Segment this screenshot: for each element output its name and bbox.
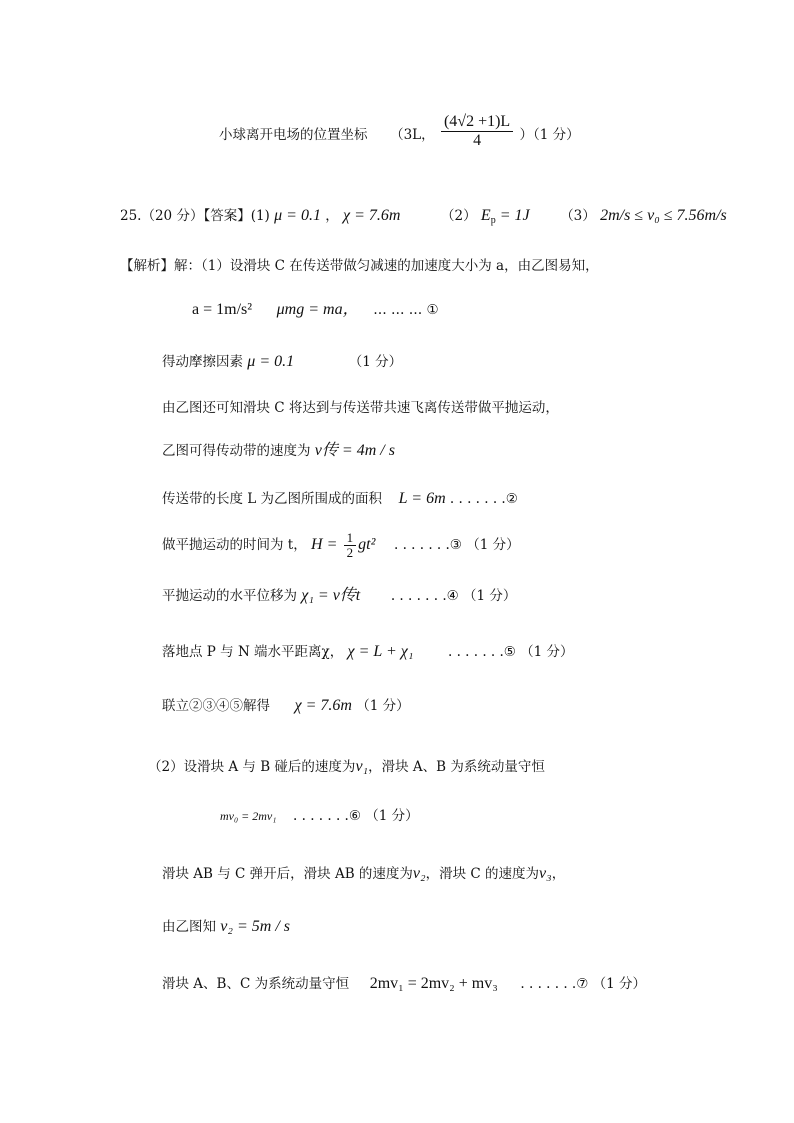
equation-6-mark: . . . . . . .⑥ [293,808,361,824]
time-text: 做平抛运动的时间为 t， [162,537,307,553]
conservation-equation: 2mv₁ = 2mv₂ + mv₃ [369,975,498,992]
coord-fraction [441,113,513,150]
exit-position-label: 小球离开电场的位置坐标 [219,127,368,143]
conservation-mark: . . . . . . .⑦ [520,976,589,992]
part2-intro-b: ，滑块 A、B 为系统动量守恒 [368,759,545,775]
belt-length-line [162,489,518,509]
answer-mu: μ = 0.1 [274,207,321,224]
solve-text: 联立②③④⑤解得 [162,698,270,714]
answer-separator: ， [325,208,339,224]
v2-line [162,917,290,937]
coord-close: ）（1 分） [519,127,580,143]
belt-speed-line [162,441,395,461]
equation-6-score: （1 分） [365,808,419,824]
time-eq-lhs: H = [311,536,338,553]
landing-score: （1 分） [520,644,574,660]
displacement-mark: . . . . . . .④ [390,588,459,604]
v2-text: 由乙图知 [162,919,216,935]
equation-1-line [192,300,439,320]
displacement-text: 平抛运动的水平位移为 [162,588,297,604]
v2-equation: v₂ = 5m / s [220,918,290,935]
time-fraction-numerator: 1 [344,531,357,546]
belt-length-text: 传送带的长度 L 为乙图所围成的面积 [162,491,383,507]
time-fraction [344,531,357,560]
separation-v3: v₃ [539,865,552,882]
solve-equation: χ = 7.6m [294,697,352,714]
friction-text: 得动摩擦因素 [162,354,243,370]
part2-intro-a: （2）设滑块 A 与 B 碰后的速度为 [148,759,356,775]
answer-part2-label: （2） [441,208,477,224]
analysis-intro: 【解析】解：（1）设滑块 C 在传送带做匀减速的加速度大小为 a，由乙图易知， [120,258,599,274]
coord-open: （3L， [390,127,435,143]
answer-ep-subscript: p [490,215,496,226]
conservation-score: （1 分） [592,976,646,992]
friction-equation: μ = 0.1 [247,353,295,370]
separation-line [162,864,565,884]
answer-part3-label: （3） [560,208,596,224]
time-score: （1 分） [466,537,520,553]
landing-equation: χ = L + χ₁ [347,643,414,660]
landing-line [162,642,574,662]
equation-6: mv₀ = 2mv₁ [220,809,277,823]
equation-1-force: μmg = ma， [276,301,359,318]
answer-ep-value: = 1J [495,207,530,224]
friction-line [162,352,402,372]
separation-text-a: 滑块 AB 与 C 弹开后，滑块 AB 的速度为 [162,866,413,882]
answer-heading: 25.（20 分）【答案】(1) [120,208,270,224]
time-fraction-denominator: 2 [346,545,354,560]
projectile-statement: 由乙图还可知滑块 C 将达到与传送带共速飞离传送带做平抛运动， [162,400,559,416]
coord-fraction-numerator: (4√2 +1)L [441,113,513,132]
landing-text: 落地点 P 与 N 端水平距离χ， [162,644,344,660]
solve-score: （1 分） [356,698,410,714]
belt-length-equation: L = 6m [398,490,446,507]
solve-line [162,696,410,716]
friction-score: （1 分） [348,354,403,370]
coord-fraction-denominator: 4 [473,132,482,149]
separation-text-b: ，滑块 C 的速度为 [425,866,540,882]
time-line [162,531,520,560]
conservation-text: 滑块 A、B、C 为系统动量守恒 [162,976,350,992]
answer-chi: χ = 7.6m [343,207,401,224]
time-mark: . . . . . . .③ [394,537,462,553]
conservation-line [162,974,646,994]
equation-1-mark: … … … ① [373,302,439,318]
equation-1-accel: a = 1m/s² [192,301,253,318]
belt-speed-equation: v传 = 4m / s [314,442,395,459]
displacement-equation: χ₁ = v传t [301,587,361,604]
answer-v0-range: 2m/s ≤ v₀ ≤ 7.56m/s [600,207,727,224]
displacement-line [162,586,516,606]
separation-text-c: ， [551,866,566,882]
belt-length-mark: . . . . . . .② [449,491,518,507]
part2-intro-line [148,757,545,777]
part2-v1: v₁ [355,758,369,775]
equation-6-line [220,806,419,826]
exit-position-line [219,113,580,150]
belt-speed-text: 乙图可得传动带的速度为 [162,443,311,459]
time-eq-rhs: gt² [358,536,376,553]
answer-ep-symbol: E [480,207,491,224]
displacement-score: （1 分） [463,588,517,604]
landing-mark: . . . . . . .⑤ [447,644,516,660]
answer-line [120,206,727,231]
separation-v2: v₂ [412,865,426,882]
